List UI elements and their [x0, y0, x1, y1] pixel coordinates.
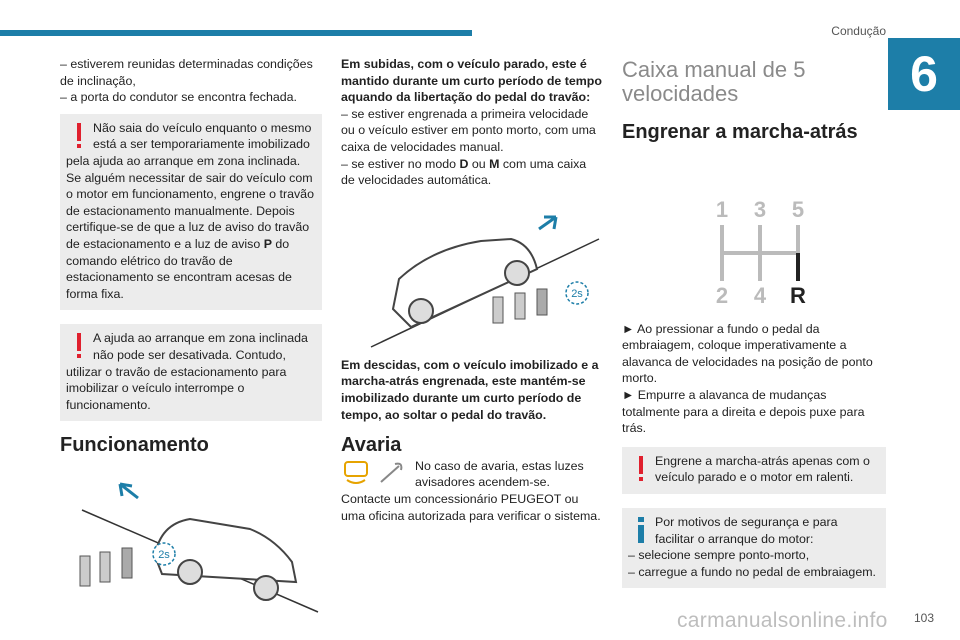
info-item: – selecione sempre ponto-morto, [628, 548, 810, 563]
step: ► Empurre a alavanca de mudanças totalmente para a direita e depois puxe para trás. [622, 387, 865, 436]
timer-badge: 2s [571, 287, 583, 300]
gear-label: 1 [715, 196, 729, 222]
section-heading: Funcionamento [60, 434, 209, 457]
column-2 [341, 56, 603, 524]
page-number: 103 [913, 611, 934, 625]
info-item: – carregue a fundo no pedal de embraiagem. [628, 564, 876, 579]
info-box [622, 508, 886, 588]
warning-box [622, 447, 886, 494]
step: ► Ao pressionar a fundo o pedal da embraiagem, coloque imperativamente a alavanca de velocidades na posição de ponto morto. [622, 321, 873, 386]
warning-box [60, 324, 322, 421]
warning-lamp-icons [341, 458, 409, 488]
warning-text: Não saia do veículo enquanto o mesmo está a ser temporariamente imobilizado [93, 120, 312, 152]
exclamation-icon [72, 121, 86, 151]
downhill-heading: Em descidas, com o veículo imobilizado e a marcha-atrás engrenada, este mantém-se imobilizado durante um curto período de tempo, ao soltar o pedal do travão. [341, 357, 599, 422]
warning-text: Engrene a marcha-atrás apenas com o veículo parado e o motor em ralenti. [655, 453, 870, 485]
avaria-text: Contacte um concessionário PEUGEOT ou uma oficina autorizada para verificar o sistema. [341, 491, 601, 523]
avaria-heading: Avaria [341, 434, 402, 457]
gear-label: 2 [715, 282, 729, 305]
uphill-item: – se estiver no modo D ou M com uma caixa de velocidades automática. [341, 156, 587, 188]
section-heading: Engrenar a marcha-atrás [622, 121, 858, 143]
gear-label: R [790, 282, 806, 305]
top-accent-bar [0, 30, 472, 36]
uphill-heading: Em subidas, com o veículo parado, este é mantido durante um curto período de tempo aquando da libertação do pedal do travão: [341, 57, 602, 105]
watermark: carmanualsonline.info [677, 609, 888, 632]
warning-text: utilizar o travão de estacionamento para imobilizar o veículo interrompe o funcionamento. [66, 364, 287, 412]
chapter-tab: 6 [888, 38, 960, 110]
gear-pattern-diagram [622, 155, 886, 305]
avaria-text: No caso de avaria, estas luzes avisadores acendem-se. [415, 458, 584, 490]
warning-box [60, 114, 322, 311]
info-icon [636, 517, 646, 545]
section-title: Condução [831, 24, 886, 38]
avaria-block [341, 458, 603, 491]
exclamation-icon [634, 454, 648, 484]
page-title: Caixa manual de 5 velocidades [622, 57, 806, 106]
uphill-item: – se estiver engrenada a primeira velocidade ou o veículo estiver em ponto morto, com uma caixa de velocidades manual. [341, 106, 596, 154]
column-3 [622, 56, 886, 588]
downhill-car-illustration [60, 464, 322, 614]
exclamation-icon [72, 331, 86, 361]
timer-badge: 2s [158, 548, 170, 561]
gear-label: 5 [791, 196, 805, 222]
warning-text: pela ajuda ao arranque em zona inclinada. Se alguém necessitar de sair do veículo com o motor em funcionamento, engrene o travão de estacionamento manualmente. Depois certifique-se de que a luz de aviso do travão de estacionamento e a luz de aviso P do comando elétrico do travão de estacionamento se encontram acesas de forma fixa. [66, 153, 314, 301]
warning-text: A ajuda ao arranque em zona inclinada não pode ser desativada. Contudo, [93, 331, 308, 362]
gear-label: 3 [753, 196, 767, 222]
gear-label: 4 [753, 282, 767, 305]
column-1 [60, 56, 322, 614]
intro-line: – a porta do condutor se encontra fechada. [60, 90, 297, 105]
uphill-car-illustration [341, 199, 603, 349]
info-text: Por motivos de segurança e para facilitar o arranque do motor: [655, 514, 838, 546]
intro-line: – estiverem reunidas determinadas condições de inclinação, [60, 57, 313, 88]
